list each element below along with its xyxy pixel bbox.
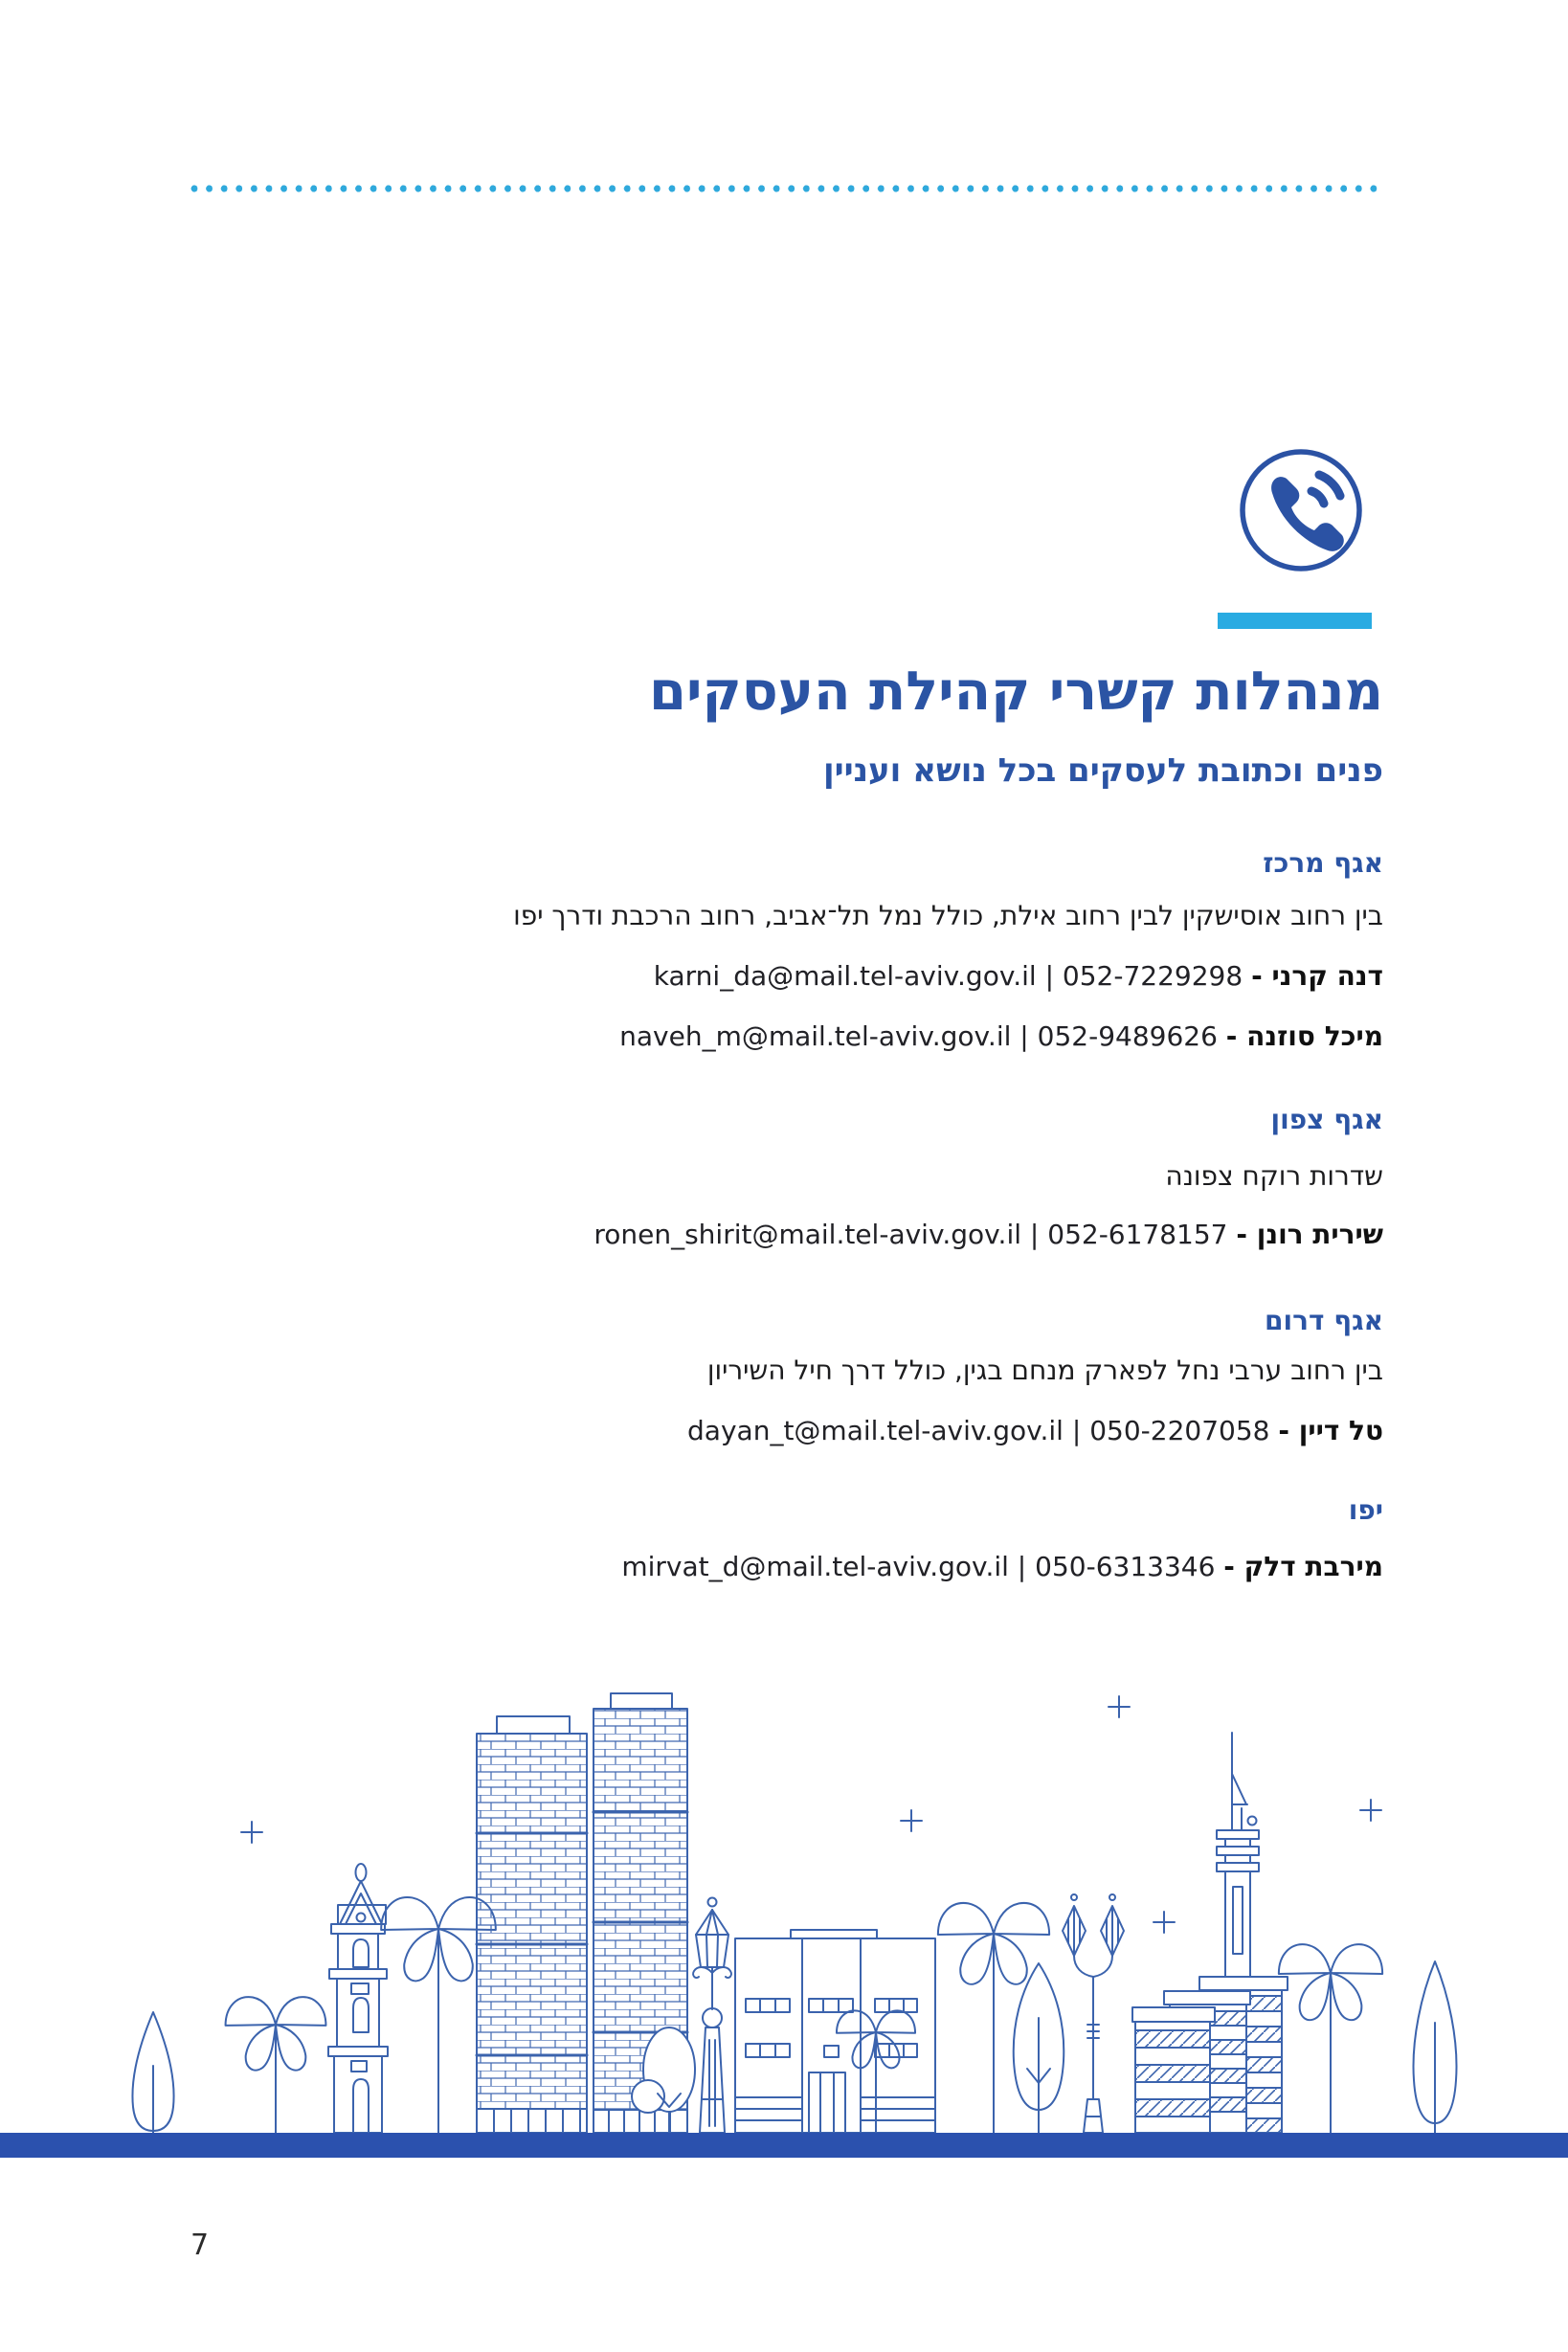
- contact-line: [619, 1021, 1383, 1051]
- phone-icon: [1237, 446, 1365, 574]
- contact-name: טל דיין -: [1278, 1415, 1383, 1446]
- footer-bar: [0, 2133, 1568, 2158]
- terraced-buildings: [1132, 1977, 1288, 2133]
- palm-tree: [1279, 1944, 1382, 2133]
- page-number: 7: [190, 2229, 210, 2262]
- section-heading: יפו: [1348, 1494, 1383, 1526]
- phone-wave-outer-icon: [1319, 475, 1340, 496]
- section-description: שדרות רוקח צפונה: [1165, 1160, 1383, 1192]
- section-heading: אגף דרום: [1265, 1305, 1383, 1336]
- contact-details: 052-6178157 | ronen_shirit@mail.tel-aviv.gov.il: [594, 1219, 1228, 1250]
- contact-details: 050-6313346 | mirvat_d@mail.tel-aviv.gov.il: [621, 1551, 1216, 1582]
- page-title: מנהלות קשרי קהילת העסקים: [649, 661, 1383, 723]
- dotted-divider: [190, 184, 1380, 193]
- double-street-lamp: [1063, 1894, 1124, 2133]
- contact-name: מיכל סוזנה -: [1225, 1020, 1383, 1052]
- section-heading: אגף צפון: [1270, 1104, 1383, 1135]
- accent-underline: [1218, 613, 1372, 629]
- section-description: בין רחוב ערבי נחל לפארק מנחם בגין, כולל דרך חיל השיריון: [706, 1355, 1383, 1386]
- contact-name: דנה קרני -: [1251, 960, 1383, 992]
- bauhaus-building: [735, 1930, 935, 2133]
- palm-tree: [226, 1997, 326, 2133]
- contact-line: [654, 961, 1383, 991]
- phone-wave-inner-icon: [1311, 491, 1324, 504]
- contact-name: שירית רונן -: [1236, 1219, 1383, 1250]
- street-lamp: [693, 1898, 731, 2134]
- section-heading: אגף מרכז: [1263, 847, 1383, 879]
- cypress-tree: [1414, 1961, 1457, 2133]
- section-description: בין רחוב אוסישקין לבין רחוב אילת, כולל נמל תל־אביב, רחוב הרכבת ודרך יפו: [513, 900, 1383, 931]
- contact-details: 052-9489626 | naveh_m@mail.tel-aviv.gov.il: [619, 1020, 1218, 1052]
- clock-tower: [328, 1864, 388, 2133]
- contact-details: 052-7229298 | karni_da@mail.tel-aviv.gov.il: [653, 960, 1243, 992]
- round-tree: [1014, 1963, 1064, 2133]
- contact-line: [687, 1416, 1383, 1445]
- brick-tower: [477, 1716, 587, 2133]
- cypress-tree: [132, 2012, 173, 2133]
- tv-tower: [1217, 1733, 1259, 1984]
- city-skyline-illustration: [0, 1688, 1568, 2133]
- palm-tree: [938, 1903, 1049, 2133]
- contact-details: 050-2207058 | dayan_t@mail.tel-aviv.gov.il: [687, 1415, 1270, 1446]
- contact-name: מירבת דלק -: [1223, 1551, 1383, 1582]
- contact-line: [594, 1220, 1383, 1249]
- page-subtitle: פנים וכתובת לעסקים בכל נושא ועניין: [822, 751, 1383, 790]
- contact-line: [621, 1552, 1383, 1581]
